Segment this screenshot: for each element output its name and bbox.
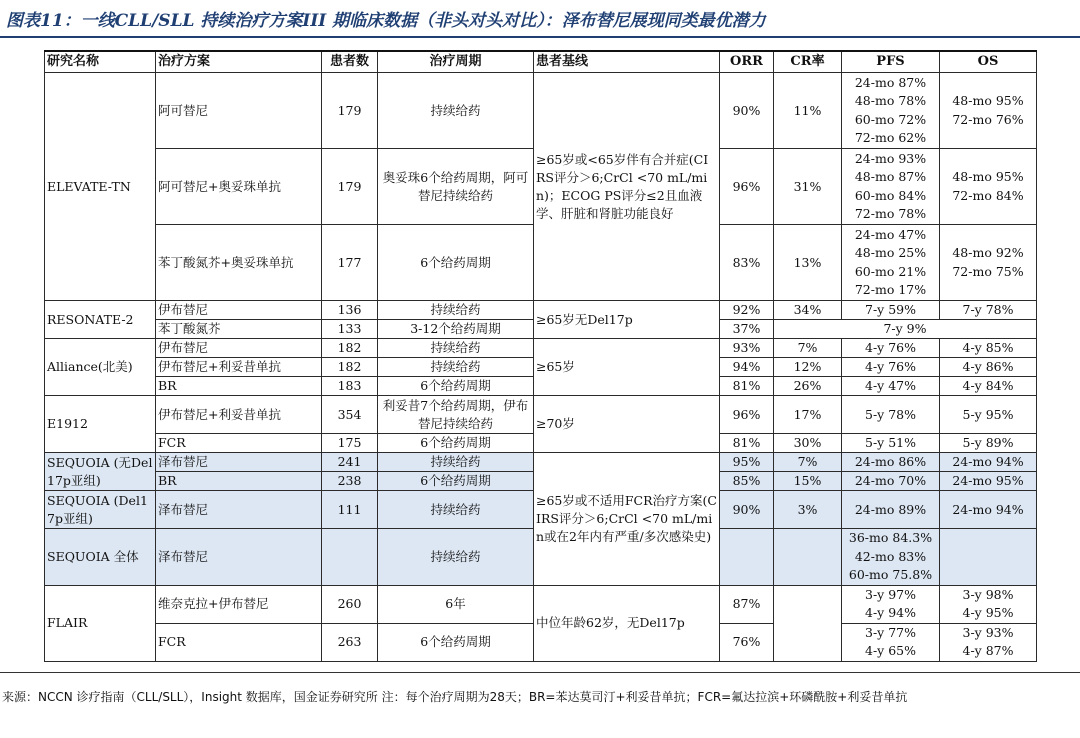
treatment-cycle: 持续给药 (378, 301, 534, 320)
patient-count: 136 (322, 301, 378, 320)
pfs: 7-y 59% (842, 301, 940, 320)
os: 24-mo 94% (940, 491, 1037, 529)
header-orr: ORR (720, 51, 774, 73)
cr-rate: 17% (774, 396, 842, 434)
patient-count: 111 (322, 491, 378, 529)
baseline: 中位年龄62岁，无Del17p (534, 585, 720, 661)
os: 3-y 93% 4-y 87% (940, 623, 1037, 661)
study-name: RESONATE-2 (45, 301, 156, 339)
treatment-cycle: 利妥昔7个给药周期，伊布替尼持续给药 (378, 396, 534, 434)
pfs: 5-y 78% (842, 396, 940, 434)
treatment-cycle: 6年 (378, 585, 534, 623)
os: 3-y 98% 4-y 95% (940, 585, 1037, 623)
header-cycle: 治疗周期 (378, 51, 534, 73)
orr: 96% (720, 396, 774, 434)
cr-rate: 34% (774, 301, 842, 320)
pfs: 24-mo 70% (842, 472, 940, 491)
os: 24-mo 95% (940, 472, 1037, 491)
orr: 87% (720, 585, 774, 623)
regimen: BR (156, 472, 322, 491)
cr-rate: 7% (774, 453, 842, 472)
pfs: 3-y 97% 4-y 94% (842, 585, 940, 623)
cr-rate: 11% (774, 73, 842, 149)
os: 4-y 85% (940, 339, 1037, 358)
cr-rate: 26% (774, 377, 842, 396)
orr: 37% (720, 320, 774, 339)
patient-count: 133 (322, 320, 378, 339)
regimen: 阿可替尼+奥妥珠单抗 (156, 149, 322, 225)
study-name: SEQUOIA (无Del17p亚组) (45, 453, 156, 491)
header-cr: CR率 (774, 51, 842, 73)
treatment-cycle: 持续给药 (378, 529, 534, 586)
patient-count: 175 (322, 434, 378, 453)
regimen: 阿可替尼 (156, 73, 322, 149)
os: 24-mo 94% (940, 453, 1037, 472)
footer-divider (0, 672, 1080, 673)
pfs: 24-mo 93% 48-mo 87% 60-mo 84% 72-mo 78% (842, 149, 940, 225)
study-name: FLAIR (45, 585, 156, 661)
os: 5-y 89% (940, 434, 1037, 453)
table-row (45, 301, 1037, 320)
cr-rate: 13% (774, 225, 842, 301)
regimen: 伊布替尼 (156, 339, 322, 358)
treatment-cycle: 6个给药周期 (378, 472, 534, 491)
patient-count: 179 (322, 73, 378, 149)
orr: 94% (720, 358, 774, 377)
patient-count: 182 (322, 358, 378, 377)
figure-title: 图表11：一线CLL/SLL 持续治疗方案III 期临床数据（非头对头对比）：泽布替尼展现同类最优潜力 (6, 11, 766, 31)
regimen: 伊布替尼+利妥昔单抗 (156, 396, 322, 434)
regimen: 伊布替尼 (156, 301, 322, 320)
table-row (45, 339, 1037, 358)
study-name: Alliance(北美) (45, 339, 156, 396)
regimen: 泽布替尼 (156, 453, 322, 472)
table-row (45, 396, 1037, 434)
orr (720, 529, 774, 586)
os: 48-mo 95% 72-mo 76% (940, 73, 1037, 149)
pfs: 5-y 51% (842, 434, 940, 453)
baseline: ≥65岁或<65岁伴有合并症(CIRS评分＞6;CrCl <70 mL/min)；ECOG PS评分≤2且血液学、肝脏和肾脏功能良好 (534, 73, 720, 301)
header-n: 患者数 (322, 51, 378, 73)
orr: 92% (720, 301, 774, 320)
regimen: 维奈克拉+伊布替尼 (156, 585, 322, 623)
cr-rate (774, 529, 842, 586)
pfs: 7-y 9% (774, 320, 1037, 339)
regimen: 伊布替尼+利妥昔单抗 (156, 358, 322, 377)
patient-count: 183 (322, 377, 378, 396)
cr-rate: 7% (774, 339, 842, 358)
treatment-cycle: 6个给药周期 (378, 377, 534, 396)
os: 5-y 95% (940, 396, 1037, 434)
patient-count: 182 (322, 339, 378, 358)
os: 4-y 86% (940, 358, 1037, 377)
orr: 93% (720, 339, 774, 358)
regimen: 泽布替尼 (156, 491, 322, 529)
treatment-cycle: 6个给药周期 (378, 623, 534, 661)
patient-count: 177 (322, 225, 378, 301)
header-pfs: PFS (842, 51, 940, 73)
pfs: 4-y 76% (842, 358, 940, 377)
baseline: ≥70岁 (534, 396, 720, 453)
orr: 90% (720, 491, 774, 529)
pfs: 4-y 76% (842, 339, 940, 358)
cr-rate: 3% (774, 491, 842, 529)
regimen: 苯丁酸氮芥 (156, 320, 322, 339)
pfs: 24-mo 47% 48-mo 25% 60-mo 21% 72-mo 17% (842, 225, 940, 301)
cr-rate: 30% (774, 434, 842, 453)
cr-rate (774, 585, 842, 661)
header-row (45, 51, 1037, 73)
os: 48-mo 95% 72-mo 84% (940, 149, 1037, 225)
clinical-data-table (44, 50, 1037, 662)
study-name: ELEVATE-TN (45, 73, 156, 301)
orr: 95% (720, 453, 774, 472)
treatment-cycle: 持续给药 (378, 339, 534, 358)
cr-rate: 12% (774, 358, 842, 377)
baseline: ≥65岁或不适用FCR治疗方案(CIRS评分＞6;CrCl <70 mL/min或在2年内有严重/多次感染史) (534, 453, 720, 586)
treatment-cycle: 持续给药 (378, 358, 534, 377)
source-note: 来源：NCCN 诊疗指南（CLL/SLL），Insight 数据库，国金证券研究所 注：每个治疗周期为28天；BR=苯达莫司汀+利妥昔单抗；FCR=氟达拉滨+环磷酰胺+利妥昔单抗 (2, 690, 908, 704)
os: 7-y 78% (940, 301, 1037, 320)
treatment-cycle: 持续给药 (378, 73, 534, 149)
orr: 90% (720, 73, 774, 149)
patient-count (322, 529, 378, 586)
orr: 81% (720, 377, 774, 396)
regimen: FCR (156, 434, 322, 453)
patient-count: 263 (322, 623, 378, 661)
cr-rate: 31% (774, 149, 842, 225)
pfs: 24-mo 89% (842, 491, 940, 529)
treatment-cycle: 3-12个给药周期 (378, 320, 534, 339)
table-row (45, 585, 1037, 623)
os: 4-y 84% (940, 377, 1037, 396)
orr: 76% (720, 623, 774, 661)
treatment-cycle: 持续给药 (378, 453, 534, 472)
treatment-cycle: 持续给药 (378, 491, 534, 529)
baseline: ≥65岁 (534, 339, 720, 396)
treatment-cycle: 6个给药周期 (378, 225, 534, 301)
patient-count: 354 (322, 396, 378, 434)
patient-count: 241 (322, 453, 378, 472)
header-baseline: 患者基线 (534, 51, 720, 73)
orr: 85% (720, 472, 774, 491)
os: 48-mo 92% 72-mo 75% (940, 225, 1037, 301)
study-name: SEQUOIA 全体 (45, 529, 156, 586)
title-bar (0, 0, 1080, 38)
patient-count: 238 (322, 472, 378, 491)
header-study: 研究名称 (45, 51, 156, 73)
regimen: 苯丁酸氮芥+奥妥珠单抗 (156, 225, 322, 301)
treatment-cycle: 6个给药周期 (378, 434, 534, 453)
pfs: 3-y 77% 4-y 65% (842, 623, 940, 661)
pfs: 4-y 47% (842, 377, 940, 396)
table-row (45, 453, 1037, 472)
baseline: ≥65岁无Del17p (534, 301, 720, 339)
patient-count: 260 (322, 585, 378, 623)
os (940, 529, 1037, 586)
regimen: 泽布替尼 (156, 529, 322, 586)
regimen: BR (156, 377, 322, 396)
orr: 81% (720, 434, 774, 453)
table-row (45, 73, 1037, 149)
patient-count: 179 (322, 149, 378, 225)
orr: 96% (720, 149, 774, 225)
cr-rate: 15% (774, 472, 842, 491)
regimen: FCR (156, 623, 322, 661)
header-os: OS (940, 51, 1037, 73)
study-name: E1912 (45, 396, 156, 453)
pfs: 36-mo 84.3% 42-mo 83% 60-mo 75.8% (842, 529, 940, 586)
orr: 83% (720, 225, 774, 301)
study-name: SEQUOIA (Del17p亚组) (45, 491, 156, 529)
header-regimen: 治疗方案 (156, 51, 322, 73)
pfs: 24-mo 86% (842, 453, 940, 472)
pfs: 24-mo 87% 48-mo 78% 60-mo 72% 72-mo 62% (842, 73, 940, 149)
treatment-cycle: 奥妥珠6个给药周期，阿可替尼持续给药 (378, 149, 534, 225)
